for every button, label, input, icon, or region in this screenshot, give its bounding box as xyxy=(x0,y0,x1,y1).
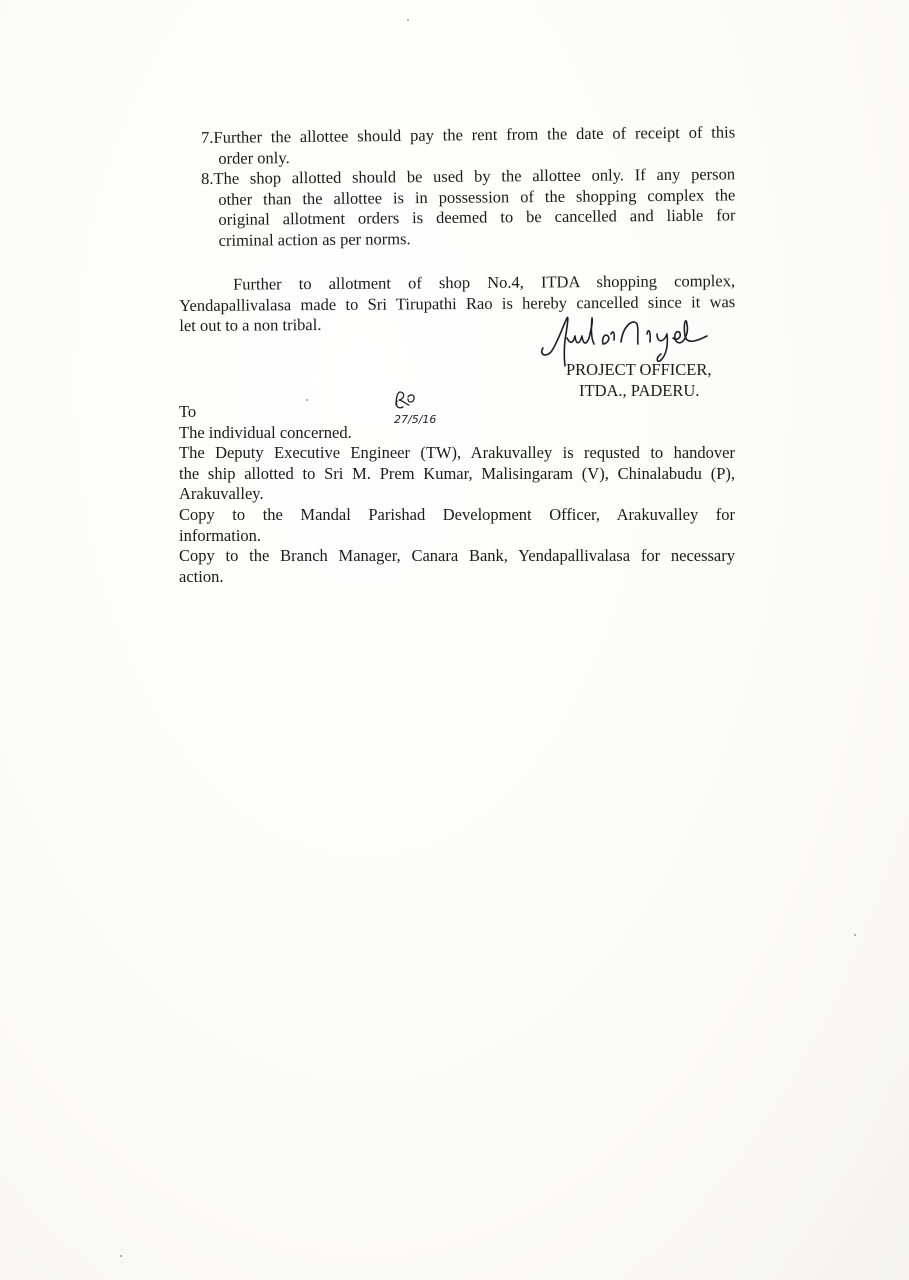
copy-dee-line-3: Arakuvalley. xyxy=(179,484,264,504)
condition-7-line-1: 7.Further the allottee should pay the rent from the date of receipt of this xyxy=(201,122,736,147)
cancellation-line-2: Yendapallivalasa made to Sri Tirupathi Rao is hereby cancelled since it was xyxy=(179,291,736,315)
copy-dee-line-2: the ship allotted to Sri M. Prem Kumar, Malisingaram (V), Chinalabudu (P), xyxy=(179,463,735,483)
to-label: To xyxy=(179,402,197,421)
condition-7-number: 7. xyxy=(201,127,214,147)
condition-7-line-2: order only. xyxy=(218,147,290,168)
speck xyxy=(407,19,409,21)
condition-item-7 xyxy=(201,122,735,169)
speck xyxy=(854,934,856,936)
condition-8-number: 8. xyxy=(201,168,214,188)
signatory-designation: PROJECT OFFICER, xyxy=(566,360,712,379)
copy-dee-line-1: The Deputy Executive Engineer (TW), Arakuvalley is requsted to handover xyxy=(179,443,735,463)
condition-8-line-3: original allotment orders is deemed to be cancelled and liable for xyxy=(218,205,736,230)
condition-item-8 xyxy=(201,164,736,251)
speck xyxy=(120,1255,122,1257)
signatory-office: ITDA., PADERU. xyxy=(579,381,700,400)
condition-8-line-2: other than the allottee is in possession of the shopping complex the xyxy=(218,184,736,209)
copy-bank-line-2: action. xyxy=(179,566,224,586)
signatory-block xyxy=(566,359,712,401)
cancellation-line-3: let out to a non tribal. xyxy=(179,315,322,336)
cancellation-line-1: Further to allotment of shop No.4, ITDA shopping complex, xyxy=(232,271,736,294)
distribution-block xyxy=(179,402,735,587)
copy-mpdo-line-1: Copy to the Mandal Parishad Development Officer, Arakuvalley for xyxy=(179,504,735,524)
copy-bank-line-1: Copy to the Branch Manager, Canara Bank, Yendapallivalasa for necessary xyxy=(179,546,735,566)
condition-8-line-1: 8.The shop allotted should be used by the allottee only. If any person xyxy=(201,164,736,188)
to-recipient: The individual concerned. xyxy=(179,422,352,442)
condition-8-line-4: criminal action as per norms. xyxy=(218,228,411,250)
copy-mpdo-line-2: information. xyxy=(179,525,262,545)
speck xyxy=(306,399,308,401)
svg-text:27/5/16: 27/5/16 xyxy=(394,413,437,426)
